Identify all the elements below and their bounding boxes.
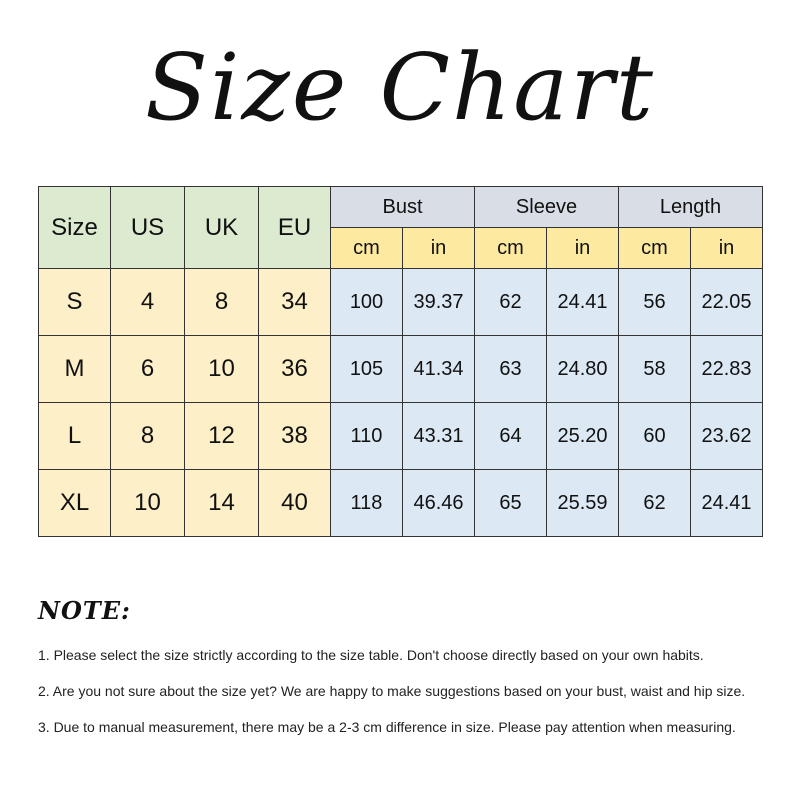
cell-sleeve-in: 24.41 xyxy=(547,269,619,336)
header-length: Length xyxy=(619,187,763,228)
cell-bust-in: 43.31 xyxy=(403,403,475,470)
unit-sleeve-in: in xyxy=(547,228,619,269)
table-row xyxy=(39,403,763,470)
cell-sleeve-cm: 64 xyxy=(475,403,547,470)
cell-size: XL xyxy=(39,470,111,537)
table-header-row xyxy=(39,187,763,228)
cell-eu: 36 xyxy=(259,336,331,403)
cell-sleeve-cm: 65 xyxy=(475,470,547,537)
cell-sleeve-in: 25.20 xyxy=(547,403,619,470)
unit-sleeve-cm: cm xyxy=(475,228,547,269)
cell-us: 4 xyxy=(111,269,185,336)
cell-bust-cm: 110 xyxy=(331,403,403,470)
table-row xyxy=(39,269,763,336)
cell-size: S xyxy=(39,269,111,336)
header-uk: UK xyxy=(185,187,259,269)
cell-sleeve-cm: 62 xyxy=(475,269,547,336)
cell-sleeve-cm: 63 xyxy=(475,336,547,403)
cell-us: 6 xyxy=(111,336,185,403)
cell-us: 10 xyxy=(111,470,185,537)
size-table xyxy=(38,186,763,537)
cell-length-in: 23.62 xyxy=(691,403,763,470)
cell-bust-in: 46.46 xyxy=(403,470,475,537)
header-eu: EU xyxy=(259,187,331,269)
cell-sleeve-in: 24.80 xyxy=(547,336,619,403)
page-title: Size Chart xyxy=(144,34,656,141)
note-title: NOTE: xyxy=(38,596,131,625)
cell-uk: 14 xyxy=(185,470,259,537)
cell-length-cm: 62 xyxy=(619,470,691,537)
cell-eu: 38 xyxy=(259,403,331,470)
unit-bust-cm: cm xyxy=(331,228,403,269)
cell-uk: 10 xyxy=(185,336,259,403)
cell-length-in: 24.41 xyxy=(691,470,763,537)
cell-length-cm: 58 xyxy=(619,336,691,403)
cell-sleeve-in: 25.59 xyxy=(547,470,619,537)
header-bust: Bust xyxy=(331,187,475,228)
cell-bust-in: 39.37 xyxy=(403,269,475,336)
header-sleeve: Sleeve xyxy=(475,187,619,228)
table-row xyxy=(39,470,763,537)
note-item-1: 1. Please select the size strictly according to the size table. Don't choose directly based on your own habits. xyxy=(38,647,704,663)
cell-size: M xyxy=(39,336,111,403)
cell-length-cm: 56 xyxy=(619,269,691,336)
table-row xyxy=(39,336,763,403)
unit-length-in: in xyxy=(691,228,763,269)
cell-uk: 12 xyxy=(185,403,259,470)
cell-length-in: 22.83 xyxy=(691,336,763,403)
cell-length-in: 22.05 xyxy=(691,269,763,336)
cell-bust-in: 41.34 xyxy=(403,336,475,403)
cell-eu: 40 xyxy=(259,470,331,537)
unit-length-cm: cm xyxy=(619,228,691,269)
header-size: Size xyxy=(39,187,111,269)
cell-eu: 34 xyxy=(259,269,331,336)
cell-us: 8 xyxy=(111,403,185,470)
cell-bust-cm: 118 xyxy=(331,470,403,537)
cell-uk: 8 xyxy=(185,269,259,336)
cell-size: L xyxy=(39,403,111,470)
header-us: US xyxy=(111,187,185,269)
unit-bust-in: in xyxy=(403,228,475,269)
cell-bust-cm: 105 xyxy=(331,336,403,403)
cell-bust-cm: 100 xyxy=(331,269,403,336)
note-item-3: 3. Due to manual measurement, there may be a 2-3 cm difference in size. Please pay attention when measuring. xyxy=(38,719,736,735)
cell-length-cm: 60 xyxy=(619,403,691,470)
note-item-2: 2. Are you not sure about the size yet? We are happy to make suggestions based on your bust, waist and hip size. xyxy=(38,683,746,699)
